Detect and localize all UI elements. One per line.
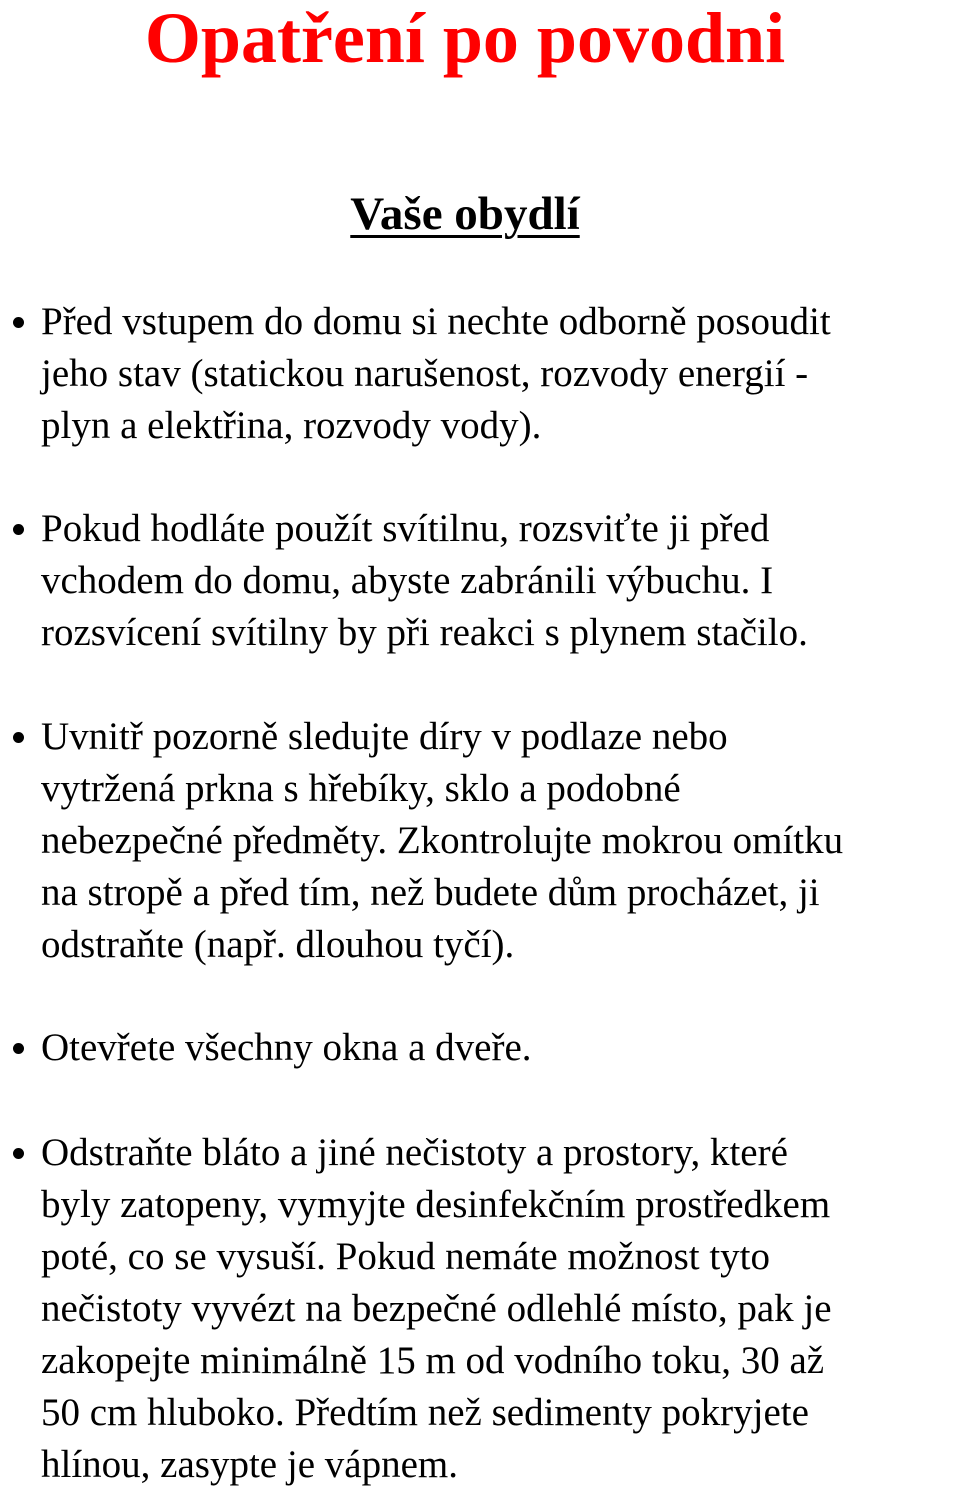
text-line: zakopejte minimálně 15 m od vodního toku, 30 až (41, 1339, 825, 1382)
text-line: Pokud hodláte použít svítilnu, rozsviťte ji před (41, 507, 770, 550)
bullet-dot-icon (13, 524, 24, 535)
bullet-dot-icon (13, 732, 24, 743)
text-line: Otevřete všechny okna a dveře. (41, 1026, 532, 1069)
list-item-text (41, 1127, 960, 1491)
text-line: nečistoty vyvézt na bezpečné odlehlé místo, pak je (41, 1287, 832, 1330)
text-line: plyn a elektřina, rozvody vody). (41, 404, 542, 447)
bullet-dot-icon (13, 1148, 24, 1159)
text-line: vytržená prkna s hřebíky, sklo a podobné (41, 767, 681, 810)
text-line: nebezpečné předměty. Zkontrolujte mokrou omítku (41, 819, 844, 862)
list-item-text (41, 1022, 960, 1074)
text-line: odstraňte (např. dlouhou tyčí). (41, 923, 515, 966)
text-line: Odstraňte bláto a jiné nečistoty a prostory, které (41, 1131, 788, 1174)
text-line: rozsvícení svítilny by při reakci s plynem stačilo. (41, 611, 808, 654)
text-line: jeho stav (statickou narušenost, rozvody energií - (41, 352, 809, 395)
text-line: poté, co se vysuší. Pokud nemáte možnost tyto (41, 1235, 771, 1278)
text-line: Před vstupem do domu si nechte odborně posoudit (41, 300, 831, 343)
list-item-text (41, 711, 960, 971)
text-line: Uvnitř pozorně sledujte díry v podlaze nebo (41, 715, 728, 758)
text-line: 50 cm hluboko. Předtím než sedimenty pokryjete (41, 1391, 809, 1434)
text-line: na stropě a před tím, než budete dům procházet, ji (41, 871, 820, 914)
bullet-dot-icon (13, 1043, 24, 1054)
list-item-text (41, 296, 960, 452)
bullet-dot-icon (13, 317, 24, 328)
text-line: hlínou, zasypte je vápnem. (41, 1443, 458, 1486)
text-line: vchodem do domu, abyste zabránili výbuchu. I (41, 559, 774, 602)
text-line: byly zatopeny, vymyjte desinfekčním prostředkem (41, 1183, 831, 1226)
list-item-text (41, 503, 960, 659)
page-title: Opatření po povodni (144, 0, 786, 78)
section-heading: Vaše obydlí (350, 188, 580, 240)
